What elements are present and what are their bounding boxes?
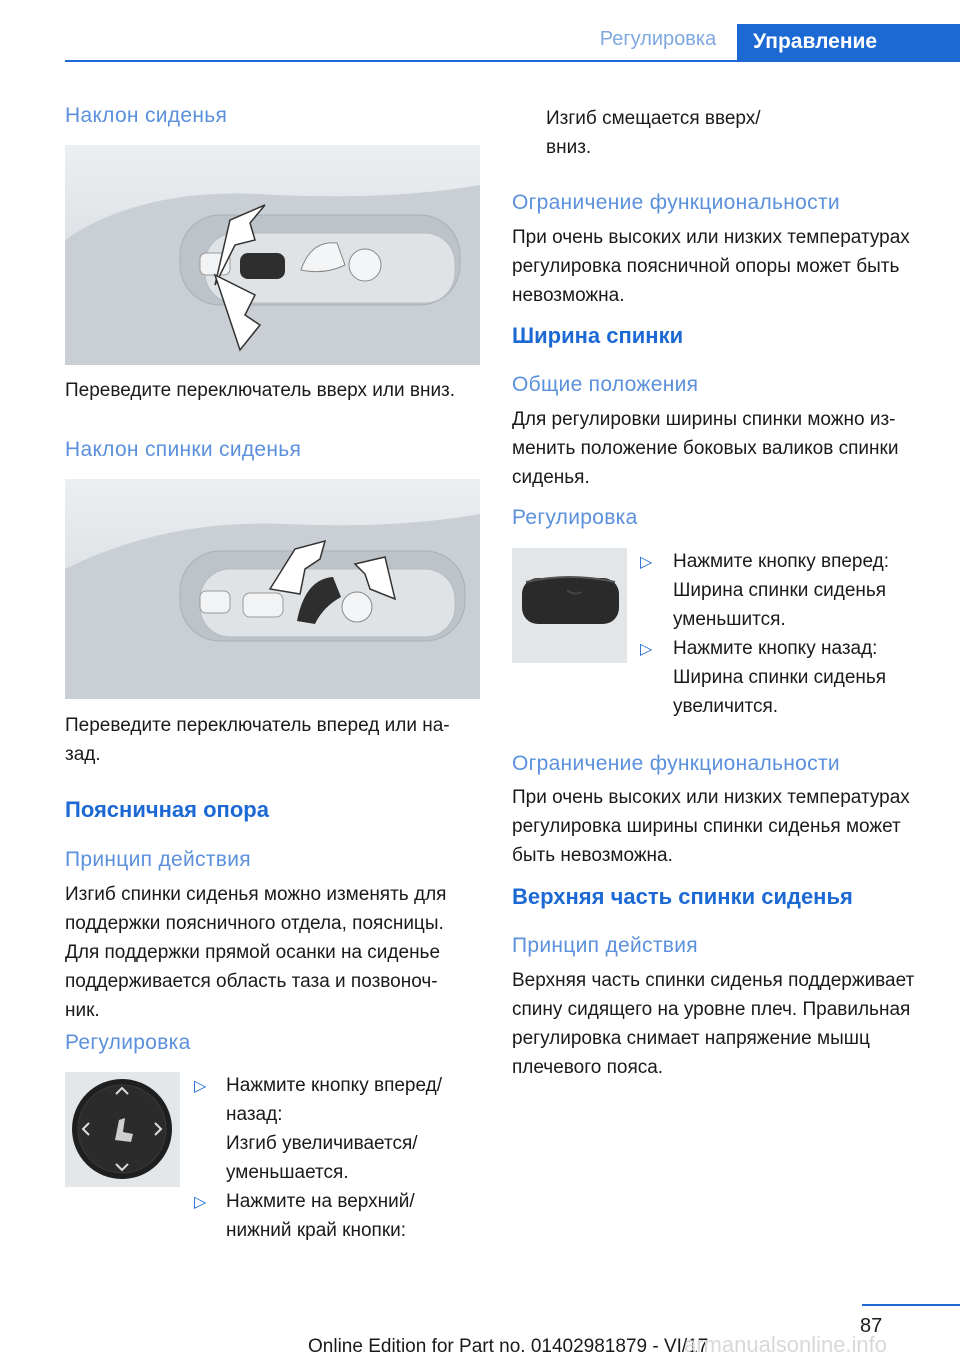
limit2-text-line: При очень высоких или низких температурах (512, 787, 910, 808)
limit2-text-line: быть невозможна. (512, 845, 673, 866)
width-adjust-heading: Регулировка (512, 506, 638, 529)
watermark: armanualsonline.info (684, 1332, 888, 1357)
header-rule (65, 60, 960, 62)
principle-line: поддержки поясничного отдела, поясницы. (65, 913, 444, 934)
lumbar-adjust-heading: Регулировка (65, 1031, 191, 1054)
width-bullet2: Нажмите кнопку назад: (673, 638, 878, 659)
width-bullet1-sub: уменьшится. (673, 609, 786, 630)
backrest-tilt-text-line2: зад. (65, 744, 101, 765)
lumbar-controller-photo (65, 1072, 180, 1187)
backrest-tilt-text-line1: Переведите переключатель вперед или на- (65, 715, 450, 736)
lumbar-principle-heading: Принцип действия (65, 848, 251, 871)
principle-line: ник. (65, 1000, 100, 1021)
bullet-triangle-icon: ▷ (194, 1194, 207, 1211)
principle-line: Для поддержки прямой осанки на сиденье (65, 942, 441, 963)
general-text-line: Для регулировки ширины спинки можно из- (512, 409, 896, 430)
lumbar-bullet1-sub: уменьшается. (226, 1162, 349, 1183)
seat-switch-photo (65, 145, 480, 365)
limit-heading: Ограничение функциональности (512, 191, 840, 214)
width-bullet1-sub: Ширина спинки сиденья (673, 580, 887, 601)
upper-backrest-heading: Верхняя часть спинки сиденья (512, 884, 853, 909)
page-number: 87 (860, 1315, 883, 1337)
lumbar-bullet1-sub: Изгиб увеличивается/ (226, 1133, 418, 1154)
principle-line: Изгиб спинки сиденья можно изменять для (65, 884, 447, 905)
upper-text-line: спину сидящего на уровне плеч. Правильная (512, 999, 911, 1020)
header-chapter-tab: Управление (737, 24, 960, 62)
seat-tilt-heading: Наклон сиденья (65, 104, 228, 127)
width-bullet2-sub: увеличится. (673, 696, 779, 717)
lumbar-bullet2-sub: вниз. (546, 137, 592, 158)
lumbar-bullet1-line: Нажмите кнопку вперед/ (226, 1075, 443, 1096)
limit-heading: Ограничение функциональности (512, 752, 840, 775)
upper-principle-heading: Принцип действия (512, 934, 698, 957)
width-bullet1: Нажмите кнопку вперед: (673, 551, 890, 572)
general-text-line: менить положение боковых валиков спинки (512, 438, 899, 459)
limit-text-line: невозможна. (512, 285, 625, 306)
bullet-triangle-icon: ▷ (640, 641, 653, 658)
upper-text-line: регулировка снимает напряжение мышц (512, 1028, 870, 1049)
lumbar-bullet2-line: нижний край кнопки: (226, 1220, 407, 1241)
footer-rule (862, 1304, 960, 1306)
upper-text-line: плечевого пояса. (512, 1057, 664, 1078)
seat-tilt-text: Переведите переключатель вверх или вниз. (65, 380, 456, 401)
backrest-width-button-photo (512, 548, 627, 663)
backrest-width-heading: Ширина спинки (512, 323, 684, 348)
lumbar-bullet2-sub: Изгиб смещается вверх/ (546, 108, 761, 129)
lumbar-bullet2-line: Нажмите на верхний/ (226, 1191, 415, 1212)
general-heading: Общие положения (512, 373, 699, 396)
principle-line: поддерживается область таза и позвоноч- (65, 971, 438, 992)
limit-text-line: При очень высоких или низких температурах (512, 227, 910, 248)
bullet-triangle-icon: ▷ (640, 554, 653, 571)
general-text-line: сиденья. (512, 467, 590, 488)
lumbar-bullet1-line: назад: (226, 1104, 283, 1125)
upper-text-line: Верхняя часть спинки сиденья поддерживает (512, 970, 915, 991)
footer-edition: Online Edition for Part no. 01402981879 - VI/17 (308, 1336, 709, 1357)
backrest-switch-photo (65, 479, 480, 699)
header-section-label: Регулировка (599, 28, 717, 50)
lumbar-heading: Поясничная опора (65, 797, 269, 822)
limit-text-line: регулировка поясничной опоры может быть (512, 256, 900, 277)
limit2-text-line: регулировка ширины спинки сиденья может (512, 816, 901, 837)
backrest-tilt-heading: Наклон спинки сиденья (65, 438, 302, 461)
width-bullet2-sub: Ширина спинки сиденья (673, 667, 887, 688)
bullet-triangle-icon: ▷ (194, 1078, 207, 1095)
